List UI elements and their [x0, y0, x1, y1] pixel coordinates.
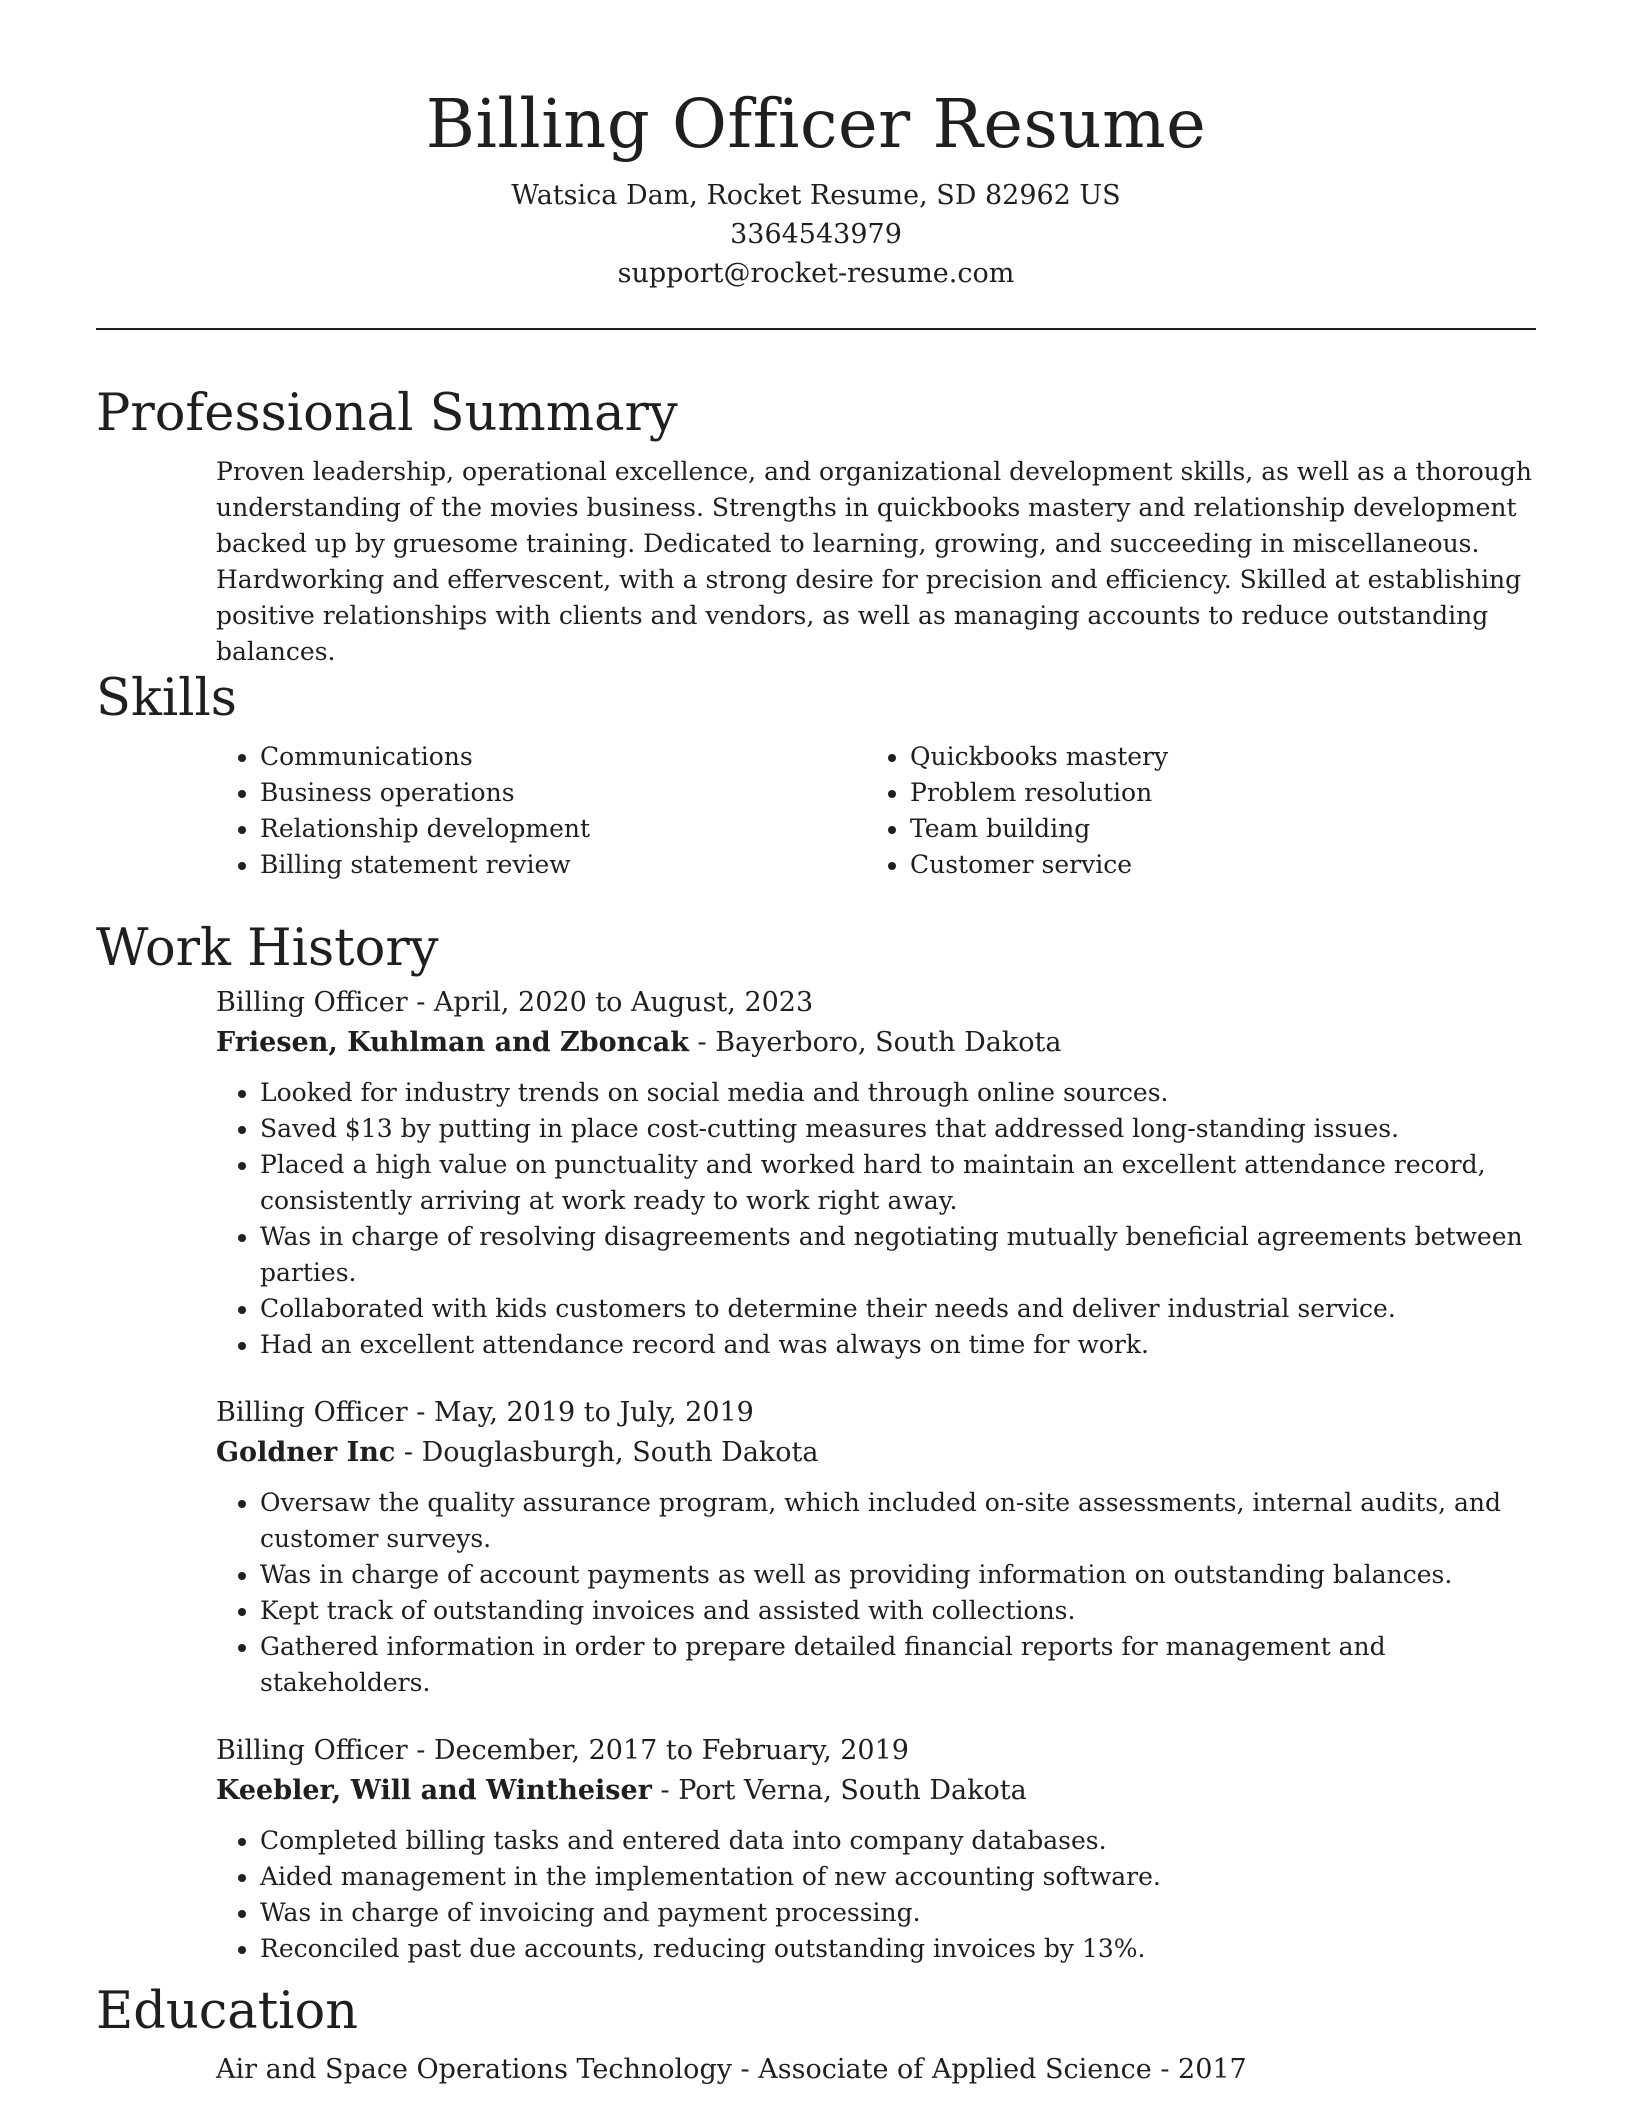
contact-phone: 3364543979: [730, 219, 902, 250]
job-title: Billing Officer: [216, 987, 408, 1018]
education-entry: [216, 2050, 1536, 2090]
job-title-line: [216, 1393, 1536, 1433]
job-bullets: [216, 1075, 1536, 1363]
job-company-line: [216, 1023, 1536, 1063]
summary-text: Proven leadership, operational excellence, and organizational development skills, as well as a thorough understanding of the movies business. Strengths in quickbooks mastery and relationship development backed up by gruesome training. Dedicated to learning, growing, and succeeding in miscellaneous. Hardworking and effervescent, with a strong desire for precision and efficiency. Skilled at establishing positive relationships with clients and vendors, as well as managing accounts to reduce outstanding balances.: [216, 457, 1532, 666]
skill-item: • Billing statement review: [260, 847, 866, 883]
summary-section: [96, 382, 1536, 670]
resume-header: [96, 0, 1536, 330]
job-company-line: [216, 1433, 1536, 1473]
skills-section: [96, 667, 1536, 883]
job-entry: [216, 1731, 1536, 1967]
job-entry: [216, 1393, 1536, 1701]
contact-email: support@rocket-resume.com: [617, 258, 1015, 289]
job-company: Friesen, Kuhlman and Zboncak: [216, 1027, 689, 1058]
skills-grid: [216, 739, 1536, 883]
education-degree-line: Air and Space Operations Technology - Associate of Applied Science - 2017: [216, 2054, 1247, 2085]
job-bullet: • Reconciled past due accounts, reducing outstanding invoices by 13%.: [260, 1931, 1536, 1967]
job-bullet: • Completed billing tasks and entered data into company databases.: [260, 1823, 1536, 1859]
summary-heading: Professional Summary: [96, 384, 678, 443]
job-bullet: • Was in charge of account payments as well as providing information on outstanding balances.: [260, 1557, 1536, 1593]
job-bullet: • Collaborated with kids customers to determine their needs and deliver industrial service.: [260, 1291, 1536, 1327]
job-bullet: • Oversaw the quality assurance program, which included on-site assessments, internal audits, and customer surveys.: [260, 1485, 1536, 1557]
job-dates: May, 2019 to July, 2019: [433, 1397, 754, 1428]
contact-address: Watsica Dam, Rocket Resume, SD 82962 US: [511, 180, 1121, 211]
skill-item: • Relationship development: [260, 811, 866, 847]
separator: -: [407, 1397, 434, 1428]
skill-item: • Problem resolution: [910, 775, 1516, 811]
job-bullet: • Aided management in the implementation of new accounting software.: [260, 1859, 1536, 1895]
skill-item: • Business operations: [260, 775, 866, 811]
resume-page: [96, 0, 1536, 2085]
job-bullet: • Was in charge of resolving disagreements and negotiating mutually beneficial agreements between parties.: [260, 1219, 1536, 1291]
separator: -: [407, 1735, 434, 1766]
education-heading: Education: [96, 1982, 359, 2041]
skill-item: • Communications: [260, 739, 866, 775]
job-dates: December, 2017 to February, 2019: [433, 1735, 909, 1766]
job-bullet: • Kept track of outstanding invoices and assisted with collections.: [260, 1593, 1536, 1629]
job-bullet: • Saved $13 by putting in place cost-cutting measures that addressed long-standing issues.: [260, 1111, 1536, 1147]
job-bullet: • Placed a high value on punctuality and worked hard to maintain an excellent attendance record, consistently arriving at work ready to work right away.: [260, 1147, 1536, 1219]
job-company: Goldner Inc: [216, 1437, 396, 1468]
job-company-line: [216, 1771, 1536, 1811]
job-location: Port Verna, South Dakota: [678, 1775, 1027, 1806]
education-section: [96, 1980, 1536, 2090]
skill-item: • Quickbooks mastery: [910, 739, 1516, 775]
job-location: Douglasburgh, South Dakota: [421, 1437, 819, 1468]
job-bullet: • Looked for industry trends on social media and through online sources.: [260, 1075, 1536, 1111]
skill-item: • Team building: [910, 811, 1516, 847]
skills-column-right: [866, 739, 1516, 883]
job-location: Bayerboro, South Dakota: [715, 1027, 1062, 1058]
job-bullet: • Gathered information in order to prepare detailed financial reports for management and stakeholders.: [260, 1629, 1536, 1701]
separator: -: [688, 1027, 716, 1058]
job-bullets: [216, 1485, 1536, 1701]
job-title-line: [216, 983, 1536, 1023]
work-history-heading: Work History: [96, 919, 439, 978]
job-dates: April, 2020 to August, 2023: [433, 987, 814, 1018]
page-title: Billing Officer Resume: [425, 85, 1207, 163]
job-bullet: • Had an excellent attendance record and was always on time for work.: [260, 1327, 1536, 1363]
skills-heading: Skills: [96, 669, 237, 728]
job-title: Billing Officer: [216, 1397, 408, 1428]
work-history-section: [96, 917, 1536, 1967]
skills-column-left: [216, 739, 866, 883]
job-bullets: [216, 1823, 1536, 1967]
header-divider: [96, 328, 1536, 330]
separator: -: [407, 987, 434, 1018]
job-title-line: [216, 1731, 1536, 1771]
contact-info: [96, 176, 1536, 293]
job-title: Billing Officer: [216, 1735, 408, 1766]
skill-item: • Customer service: [910, 847, 1516, 883]
job-bullet: • Was in charge of invoicing and payment processing.: [260, 1895, 1536, 1931]
separator: -: [651, 1775, 679, 1806]
job-entry: [216, 983, 1536, 1363]
separator: -: [395, 1437, 422, 1468]
job-company: Keebler, Will and Wintheiser: [216, 1775, 652, 1806]
